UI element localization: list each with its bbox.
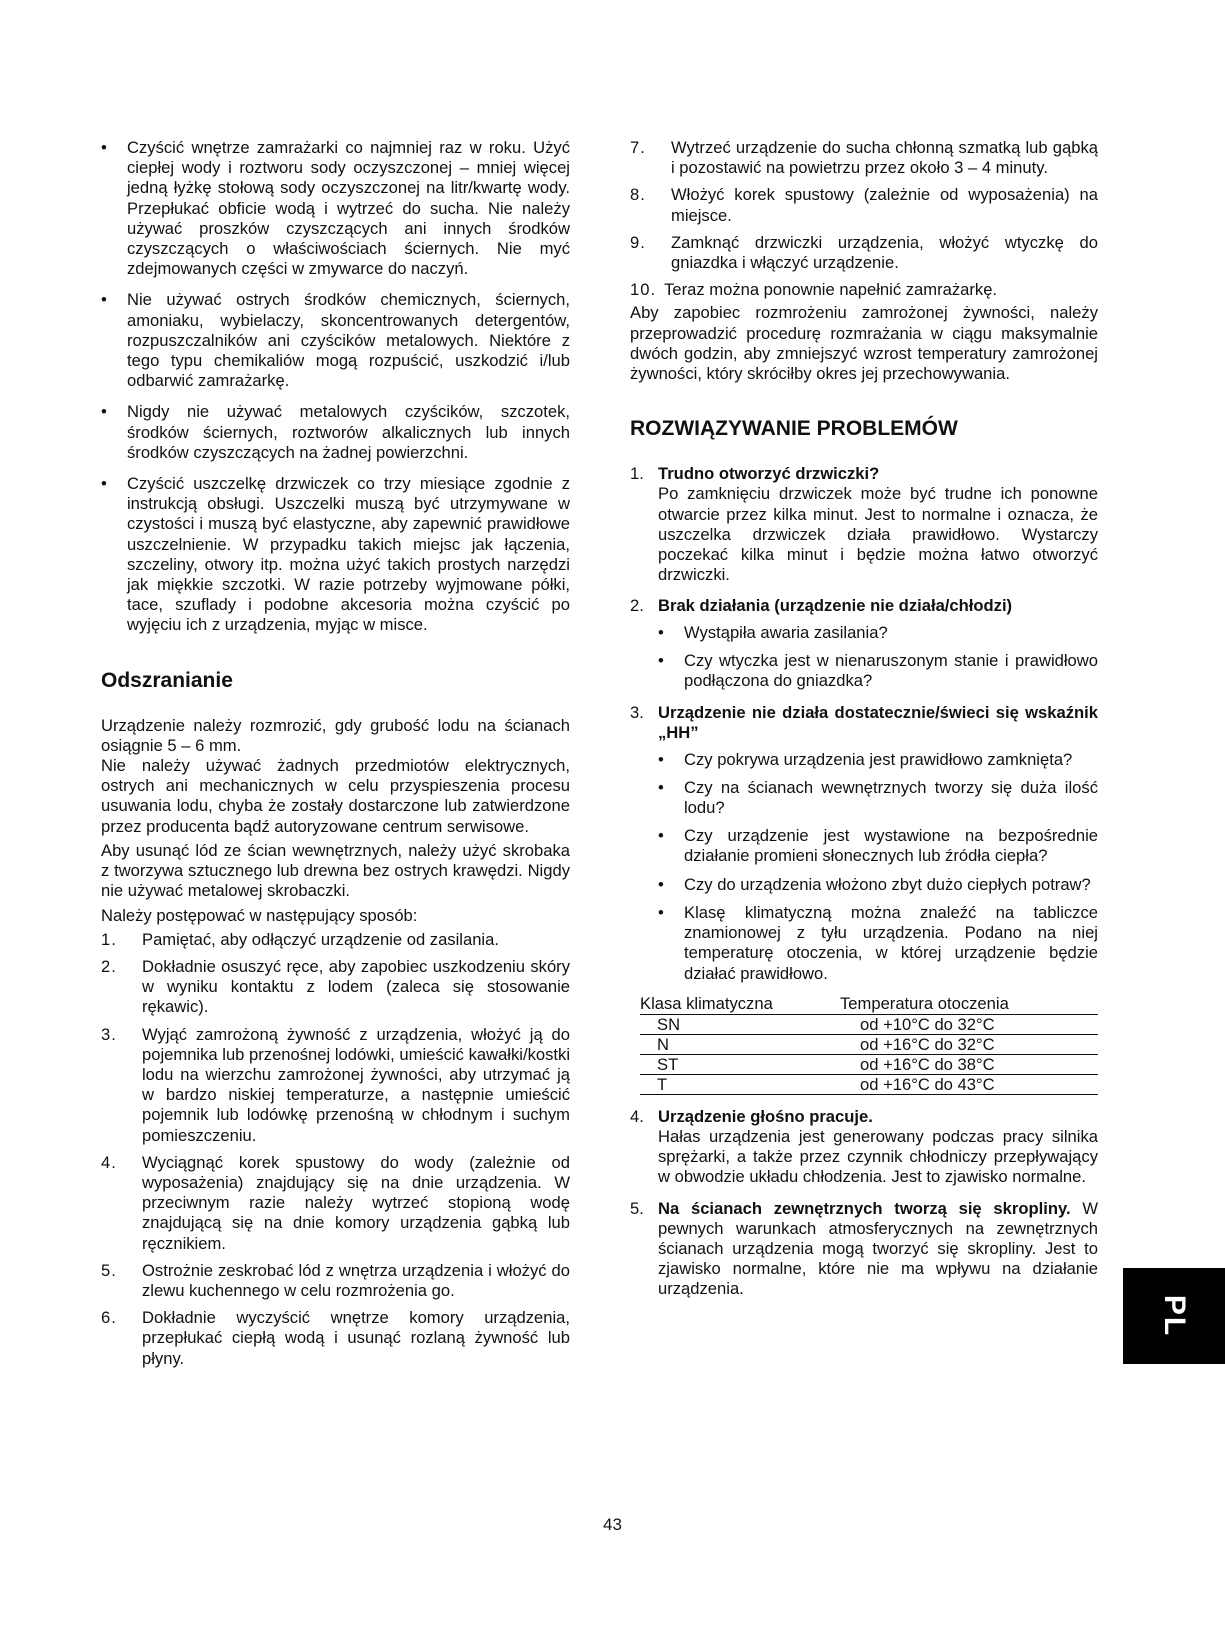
right-column	[630, 138, 1098, 1311]
defrost-step: 6. Dokładnie wyczyścić wnętrze komory urządzenia, przepłukać ciepłą wodą i usunąć rozlaną żywność lub płyny.	[101, 1308, 570, 1368]
trouble-item: 4. Urządzenie głośno pracuje. Hałas urządzenia jest generowany podczas pracy silnika sprężarki, a także przez czynnik chłodniczy przepływający w obwodzie układu chłodzenia. Jest to zjawisko normalne.	[630, 1106, 1098, 1187]
defrost-note: Aby zapobiec rozmrożeniu zamrożonej żywności, należy przeprowadzić procedurę rozmrażania w ciągu maksymalnie dwóch godzin, aby zmniejszyć wzrost temperatury zamrożonej żywności, który skróciłby okres jej przechowywania.	[630, 303, 1098, 384]
trouble-item: 1. Trudno otworzyć drzwiczki? Po zamknięciu drzwiczek może być trudne ich ponowne otwarcie przez kilka minut. Jest to normalne i oznacza, że uszczelka drzwiczek działa prawidłowo. Wystarczy poczekać kilka minut i będzie można łatwo otworzyć drzwiczki.	[630, 464, 1098, 585]
trouble-check: • Czy urządzenie jest wystawione na bezpośrednie działanie promieni słonecznych lub źródła ciepła?	[658, 826, 1098, 866]
trouble-title: Urządzenie nie działa dostatecznie/świeci się wskaźnik „HH”	[658, 703, 1098, 743]
trouble-title: Na ścianach zewnętrznych tworzą się skropliny.	[658, 1198, 1071, 1218]
cleaning-bullet: • Nie używać ostrych środków chemicznych, ściernych, amoniaku, wybielaczy, skoncentrowanych detergentów, rozpuszczalników ani czyścików metalowych. Niektóre z tego typu chemikaliów mogą rozpuścić, uszkodzić i/lub odbarwić zamrażarkę.	[101, 290, 570, 391]
trouble-title: Urządzenie głośno pracuje.	[658, 1106, 873, 1126]
trouble-check: • Klasę klimatyczną można znaleźć na tabliczce znamionowej z tyłu urządzenia. Podano na niej temperaturę otoczenia, w której urządzenie będzie działać prawidłowo.	[658, 903, 1098, 984]
trouble-item: 3. Urządzenie nie działa dostatecznie/świeci się wskaźnik „HH”	[630, 703, 1098, 743]
trouble-check: • Czy pokrywa urządzenia jest prawidłowo zamknięta?	[658, 750, 1098, 770]
defrost-step: 4. Wyciągnąć korek spustowy do wody (zależnie od wyposażenia) znajdujący się na dnie urządzenia. W przeciwnym razie należy wytrzeć stopioną wodę znajdującą się na dnie komory urządzenia gąbką lub ręcznikiem.	[101, 1152, 570, 1253]
left-column	[101, 138, 570, 1376]
language-tab: PL	[1123, 1268, 1225, 1364]
defrost-step: 10. Teraz można ponownie napełnić zamrażarkę.	[630, 280, 998, 300]
defrost-heading: Odszranianie	[101, 668, 233, 692]
climate-class-table	[640, 994, 1098, 1095]
trouble-check: • Czy do urządzenia włożono zbyt dużo ciepłych potraw?	[658, 875, 1098, 895]
table-row: SN od +10°C do 32°C	[640, 1014, 1098, 1034]
defrost-step: 2. Dokładnie osuszyć ręce, aby zapobiec uszkodzeniu skóry w wyniku kontaktu z lodem (zaleca się stosowanie rękawic).	[101, 956, 570, 1017]
defrost-step: 5. Ostrożnie zeskrobać lód z wnętrza urządzenia i włożyć do zlewu kuchennego w celu rozmrożenia go.	[101, 1260, 570, 1300]
defrost-paragraph: Aby usunąć lód ze ścian wewnętrznych, należy użyć skrobaka z tworzywa sztucznego lub drewna bez ostrych krawędzi. Nigdy nie używać metalowej skrobaczki.	[101, 840, 570, 901]
table-row: N od +16°C do 32°C	[640, 1034, 1098, 1054]
trouble-check: • Wystąpiła awaria zasilania?	[658, 623, 1098, 643]
table-header: Temperatura otoczenia	[840, 994, 1098, 1015]
trouble-check: • Czy wtyczka jest w nienaruszonym stanie i prawidłowo podłączona do gniazdka?	[658, 651, 1098, 691]
trouble-item: 5. Na ścianach zewnętrznych tworzą się skropliny. W pewnych warunkach atmosferycznych na zewnętrznych ścianach urządzenia mogą tworzyć się skropliny. Jest to zjawisko normalne, które nie ma wpływu na działanie urządzenia.	[630, 1198, 1098, 1299]
table-header: Klasa klimatyczna	[640, 994, 840, 1015]
cleaning-bullet: • Czyścić uszczelkę drzwiczek co trzy miesiące zgodnie z instrukcją obsługi. Uszczelki muszą być utrzymywane w czystości i muszą być elastyczne, aby zapewnić prawidłowe uszczelnienie. W przypadku takich miejsc jak łączenia, szczeliny, otwory itp. można użyć takich prostych narzędzi jak miękkie szczotki. W razie potrzeby wyjmowane półki, tace, szuflady i podobne akcesoria można czyścić po wyjęciu ich z urządzenia, myjąc w misce.	[101, 474, 570, 636]
defrost-paragraph: Nie należy używać żadnych przedmiotów elektrycznych, ostrych ani mechanicznych w celu przyspieszenia procesu usuwania lodu, chyba że zostały dostarczone lub zatwierdzone przez producenta bądź autoryzowane centrum serwisowe.	[101, 756, 570, 836]
cleaning-bullet: • Nigdy nie używać metalowych czyścików, szczotek, środków ściernych, roztworów alkalicznych lub innych środków czyszczących na żadnej powierzchni.	[101, 402, 570, 463]
trouble-title: Brak działania (urządzenie nie działa/chłodzi)	[658, 596, 1013, 616]
defrost-step: 3. Wyjąć zamrożoną żywność z urządzenia, włożyć ją do pojemnika lub przenośnej lodówki, umieścić kawałki/kostki lodu na wierzchu zamrożonej żywności, aby utrzymać ją w bardzo niskiej temperaturze, a następnie umieścić pojemnik lub lodówkę przenośną w chłodnym i suchym pomieszczeniu.	[101, 1024, 570, 1145]
trouble-check: • Czy na ścianach wewnętrznych tworzy się duża ilość lodu?	[658, 778, 1098, 818]
cleaning-bullet: • Czyścić wnętrze zamrażarki co najmniej raz w roku. Użyć ciepłej wody i roztworu sody oczyszczonej – mniej więcej jedną łyżkę stołową sody oczyszczonej na litr/kwartę wody. Przepłukać obficie wodą i wytrzeć do sucha. Nie należy używać proszków czyszczących ani innych środków czyszczących o właściwościach ściernych. Nie myć zdejmowanych części w zmywarce do naczyń.	[101, 138, 570, 279]
page-number: 43	[603, 1515, 622, 1534]
defrost-paragraph: Należy postępować w następujący sposób:	[101, 905, 418, 925]
defrost-step: 8. Włożyć korek spustowy (zależnie od wyposażenia) na miejsce.	[630, 185, 1098, 225]
trouble-title: Trudno otworzyć drzwiczki?	[658, 464, 880, 484]
defrost-step: 7. Wytrzeć urządzenie do sucha chłonną szmatką lub gąbką i pozostawić na powietrzu przez około 3 – 4 minuty.	[630, 138, 1098, 178]
defrost-step: 9. Zamknąć drzwiczki urządzenia, włożyć wtyczkę do gniazdka i włączyć urządzenie.	[630, 232, 1098, 273]
defrost-step: 1. Pamiętać, aby odłączyć urządzenie od zasilania.	[101, 929, 499, 949]
table-row: ST od +16°C do 38°C	[640, 1054, 1098, 1074]
table-row: T od +16°C do 43°C	[640, 1074, 1098, 1094]
troubleshooting-heading: ROZWIĄZYWANIE PROBLEMÓW	[630, 417, 958, 441]
defrost-paragraph: Urządzenie należy rozmrozić, gdy grubość lodu na ścianach osiągnie 5 – 6 mm.	[101, 715, 570, 755]
trouble-item: 2. Brak działania (urządzenie nie działa/chłodzi)	[630, 596, 1013, 616]
